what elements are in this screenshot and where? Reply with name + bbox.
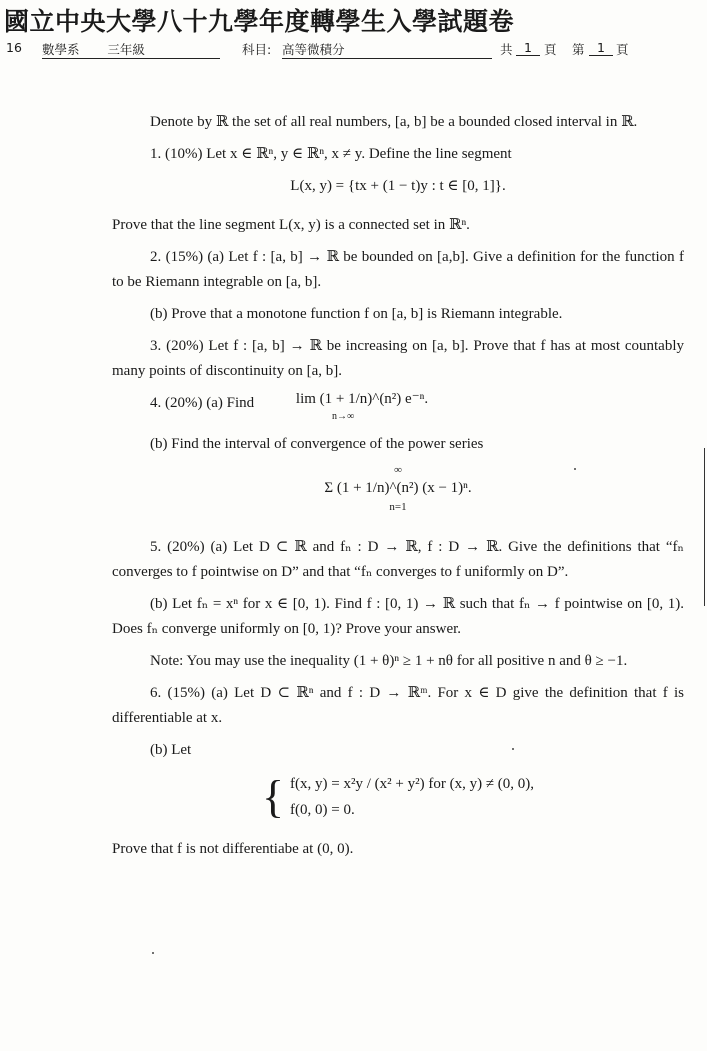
department-field	[42, 40, 220, 59]
problem-5a: 5. (20%) (a) Let D ⊂ ℝ and fₙ : D → ℝ, f : D → ℝ. Give the definitions that “fₙ converges to f pointwise on D” and that “fₙ converges to f uniformly on D”.	[112, 539, 684, 580]
limit-subscript: n→∞	[331, 411, 355, 422]
scan-speck	[152, 952, 154, 954]
problem-6-follow: Prove that f is not differentiabe at (0, 0).	[112, 841, 354, 857]
series-formula: Σ (1 + 1/n)^(n²) (x − 1)ⁿ.	[324, 480, 472, 496]
total-pages: 1	[516, 40, 540, 56]
problem-1-formula: L(x, y) = {tx + (1 − t)y : t ∈ [0, 1]}.	[290, 178, 506, 194]
limit-formula: lim (1 + 1/n)^(n²) e⁻ⁿ.	[295, 391, 429, 407]
problem-6b-label: (b) Let	[150, 742, 192, 758]
series-lower-limit: n=1	[389, 501, 407, 513]
intro-paragraph: Denote by ℝ the set of all real numbers, [a, b] be a bounded closed interval in ℝ.	[150, 114, 638, 130]
scan-speck	[574, 468, 576, 470]
problem-4b: (b) Find the interval of convergence of the power series	[150, 436, 484, 452]
problem-2a: 2. (15%) (a) Let f : [a, b] → ℝ be bounded on [a,b]. Give a definition for the function f to be Riemann integrable on [a, b].	[112, 249, 684, 290]
problem-3: 3. (20%) Let f : [a, b] → ℝ be increasing on [a, b]. Prove that f has at most countably many points of discontinuity on [a, b].	[112, 338, 684, 379]
page-unit-1: 頁	[544, 42, 557, 57]
current-label: 第	[572, 42, 585, 57]
current-page: 1	[589, 40, 613, 56]
exam-header-info	[4, 40, 704, 64]
scan-speck	[512, 748, 514, 750]
grade: 三年級	[107, 42, 145, 57]
piecewise-cases	[290, 771, 534, 823]
problem-4a	[112, 391, 684, 425]
case-1: f(x, y) = x²y / (x² + y²) for (x, y) ≠ (0, 0),	[290, 776, 535, 792]
exam-body	[112, 110, 684, 869]
problem-4a-prefix: 4. (20%) (a) Find	[150, 395, 255, 411]
exam-title: 國立中央大學八十九學年度轉學生入學試題卷	[4, 7, 515, 36]
left-brace: {	[261, 771, 285, 822]
piecewise-function	[112, 771, 684, 823]
scan-margin-line	[704, 448, 705, 606]
problem-2b: (b) Prove that a monotone function f on [a, b] is Riemann integrable.	[150, 306, 563, 322]
problem-1-follow: Prove that the line segment L(x, y) is a connected set in ℝⁿ.	[112, 217, 470, 233]
subject: 高等微積分	[282, 40, 492, 59]
series-upper-limit: ∞	[394, 464, 402, 476]
limit-expression	[258, 391, 428, 425]
problem-5b: (b) Let fₙ = xⁿ for x ∈ [0, 1). Find f : [0, 1) → ℝ such that fₙ → f pointwise on [0, 1). Does fₙ converge uniformly on [0, 1)? Prove your answer.	[112, 596, 684, 637]
power-series	[112, 464, 684, 513]
exam-code: 16	[6, 40, 22, 55]
problem-1: 1. (10%) Let x ∈ ℝⁿ, y ∈ ℝⁿ, x ≠ y. Define the line segment	[150, 146, 512, 162]
subject-label: 科目:	[242, 42, 272, 57]
problem-5-note: Note: You may use the inequality (1 + θ)ⁿ ≥ 1 + nθ for all positive n and θ ≥ −1.	[150, 653, 628, 669]
total-label: 共	[500, 42, 513, 57]
problem-6a: 6. (15%) (a) Let D ⊂ ℝⁿ and f : D → ℝᵐ. For x ∈ D give the definition that f is differentiable at x.	[112, 685, 684, 726]
page-unit-2: 頁	[616, 42, 629, 57]
department: 數學系	[42, 42, 80, 57]
case-2: f(0, 0) = 0.	[290, 802, 355, 818]
